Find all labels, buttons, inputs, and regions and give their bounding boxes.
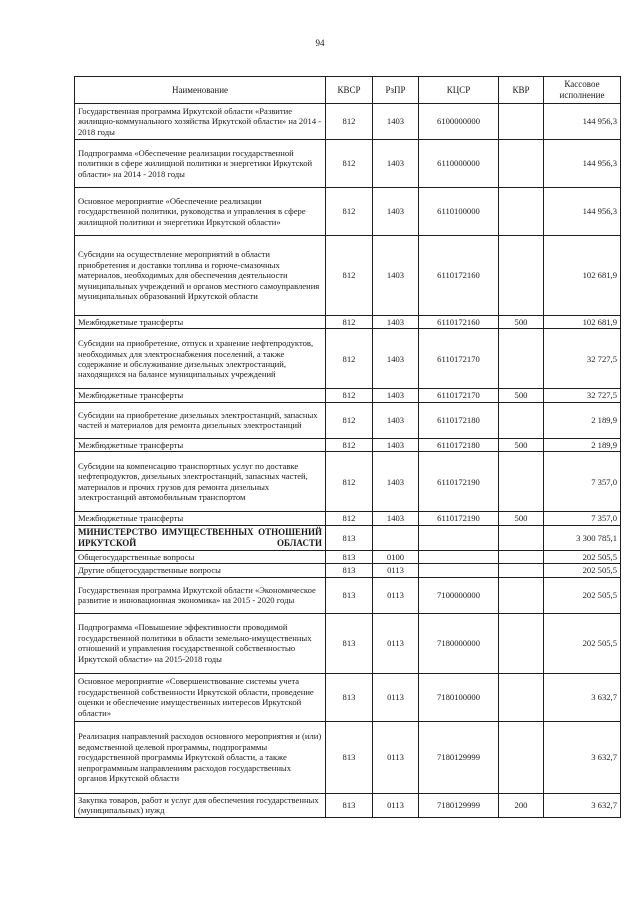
cell-kvr [499, 329, 544, 389]
cell-kvsr: 812 [326, 452, 373, 512]
header-name: Наименование [75, 77, 326, 104]
table-row [75, 104, 621, 140]
cell-kcsr: 6110172190 [419, 452, 499, 512]
cell-rzpr: 1403 [373, 140, 419, 188]
table-row [75, 402, 621, 438]
cell-name: Субсидии на осуществление мероприятий в области приобретения и доставки топлива и горюче-смазочных материалов, необходимых для обеспечения деятельности муниципальных учреждений и органов местного самоуправления муниципальных образований Иркутской области [75, 236, 326, 316]
table-row [75, 438, 621, 451]
cell-name: Основное мероприятие «Обеспечение реализации государственной политики, руководства и управления в сфере жилищной политики и энергетики Иркутской области» [75, 188, 326, 236]
cell-name: Основное мероприятие «Совершенствование системы учета государственной собственности Иркутской области, проведение оценки и обеспечение имущественных интересов Иркутской области» [75, 673, 326, 721]
cell-kvr [499, 673, 544, 721]
cell-name: Общегосударственные вопросы [75, 550, 326, 563]
header-kcsr: КЦСР [419, 77, 499, 104]
cell-name: МИНИСТЕРСТВО ИМУЩЕСТВЕННЫХ ОТНОШЕНИЙ ИРКУТСКОЙ ОБЛАСТИ [75, 525, 326, 550]
header-rzpr: РзПР [373, 77, 419, 104]
cell-rzpr: 0113 [373, 613, 419, 673]
cell-kvr [499, 188, 544, 236]
cell-kvsr: 812 [326, 438, 373, 451]
cell-amount: 202 505,5 [544, 577, 621, 613]
cell-name: Подпрограмма «Обеспечение реализации государственной политики в сфере жилищной политики и энергетики Иркутской области» на 2014 - 2018 годы [75, 140, 326, 188]
cell-kvsr: 812 [326, 329, 373, 389]
header-amount: Кассовое исполнение [544, 77, 621, 104]
cell-rzpr: 0113 [373, 673, 419, 721]
cell-kvsr: 812 [326, 104, 373, 140]
cell-kvsr: 812 [326, 402, 373, 438]
cell-kcsr: 7180000000 [419, 613, 499, 673]
cell-kvsr: 812 [326, 140, 373, 188]
cell-name: Закупка товаров, работ и услуг для обеспечения государственных (муниципальных) нужд [75, 793, 326, 817]
cell-rzpr [373, 525, 419, 550]
cell-kvr [499, 564, 544, 577]
cell-amount: 32 727,5 [544, 389, 621, 402]
cell-rzpr: 1403 [373, 188, 419, 236]
cell-kcsr: 6110172160 [419, 316, 499, 329]
cell-kcsr: 6110000000 [419, 140, 499, 188]
table-body [75, 104, 621, 818]
cell-amount: 3 632,7 [544, 673, 621, 721]
table-row [75, 613, 621, 673]
cell-rzpr: 1403 [373, 402, 419, 438]
cell-rzpr: 0100 [373, 550, 419, 563]
cell-amount: 202 505,5 [544, 550, 621, 563]
cell-amount: 102 681,9 [544, 236, 621, 316]
cell-name: Подпрограмма «Повышение эффективности проводимой государственной политики в области земельно-имущественных отношений и управления государственной собственностью Иркутской области» на 2015-2018 годы [75, 613, 326, 673]
cell-kvsr: 813 [326, 793, 373, 817]
table-row [75, 525, 621, 550]
cell-kvsr: 813 [326, 673, 373, 721]
cell-kvr [499, 140, 544, 188]
cell-rzpr: 1403 [373, 512, 419, 525]
cell-amount: 3 632,7 [544, 721, 621, 793]
cell-amount: 202 505,5 [544, 613, 621, 673]
cell-kcsr [419, 550, 499, 563]
cell-kcsr: 6110172170 [419, 329, 499, 389]
cell-amount: 144 956,3 [544, 140, 621, 188]
cell-name: Межбюджетные трансферты [75, 438, 326, 451]
cell-rzpr: 1403 [373, 236, 419, 316]
cell-amount: 2 189,9 [544, 438, 621, 451]
cell-rzpr: 0113 [373, 721, 419, 793]
cell-kvr [499, 236, 544, 316]
table-row [75, 316, 621, 329]
header-kvr: КВР [499, 77, 544, 104]
table-row [75, 793, 621, 817]
cell-kvr [499, 402, 544, 438]
cell-kvr: 500 [499, 316, 544, 329]
cell-name: Субсидии на приобретение дизельных электростанций, запасных частей и материалов для ремонта дизельных электростанций [75, 402, 326, 438]
cell-amount: 3 632,7 [544, 793, 621, 817]
table-header-row [75, 77, 621, 104]
cell-rzpr: 0113 [373, 577, 419, 613]
cell-name: Межбюджетные трансферты [75, 316, 326, 329]
cell-kvsr: 813 [326, 613, 373, 673]
cell-kvr: 500 [499, 438, 544, 451]
cell-kvsr: 812 [326, 389, 373, 402]
cell-kvr: 200 [499, 793, 544, 817]
cell-rzpr: 0113 [373, 793, 419, 817]
cell-kvr: 500 [499, 389, 544, 402]
table-row [75, 452, 621, 512]
cell-rzpr: 0113 [373, 564, 419, 577]
cell-kcsr: 7180129999 [419, 721, 499, 793]
cell-kvsr: 813 [326, 577, 373, 613]
cell-kvsr: 812 [326, 188, 373, 236]
cell-kcsr: 6110172180 [419, 438, 499, 451]
cell-kvr [499, 613, 544, 673]
table-row [75, 673, 621, 721]
table-row [75, 188, 621, 236]
cell-kvr [499, 104, 544, 140]
cell-amount: 7 357,0 [544, 512, 621, 525]
table-row [75, 140, 621, 188]
cell-name: Межбюджетные трансферты [75, 389, 326, 402]
cell-amount: 202 505,5 [544, 564, 621, 577]
table-row [75, 550, 621, 563]
cell-kcsr: 7180100000 [419, 673, 499, 721]
cell-name: Реализация направлений расходов основного мероприятия и (или) ведомственной целевой программы, подпрограммы государственной программы Иркутской области, а также непрограммным направлениям расходов государственных органов Иркутской области [75, 721, 326, 793]
page-number: 94 [315, 38, 325, 48]
cell-rzpr: 1403 [373, 389, 419, 402]
cell-kcsr: 6110172160 [419, 236, 499, 316]
cell-kvsr: 812 [326, 316, 373, 329]
header-kvsr: КВСР [326, 77, 373, 104]
table-row [75, 236, 621, 316]
cell-kcsr: 7180129999 [419, 793, 499, 817]
cell-name: Субсидии на компенсацию транспортных услуг по доставке нефтепродуктов, дизельных электростанций, запасных частей, материалов и прочих грузов для ремонта дизельных электростанций автомобильным транспортом [75, 452, 326, 512]
table-row [75, 577, 621, 613]
cell-amount: 3 300 785,1 [544, 525, 621, 550]
cell-kvr [499, 577, 544, 613]
cell-kcsr: 6110172170 [419, 389, 499, 402]
cell-kvr [499, 525, 544, 550]
cell-kvsr: 813 [326, 525, 373, 550]
cell-name: Государственная программа Иркутской области «Развитие жилищно-коммунального хозяйства Иркутской области» на 2014 - 2018 годы [75, 104, 326, 140]
cell-rzpr: 1403 [373, 452, 419, 512]
cell-kvsr: 813 [326, 721, 373, 793]
cell-rzpr: 1403 [373, 104, 419, 140]
cell-name: Государственная программа Иркутской области «Экономическое развитие и инновационная экономика» на 2015 - 2020 годы [75, 577, 326, 613]
table-row [75, 721, 621, 793]
cell-name: Межбюджетные трансферты [75, 512, 326, 525]
cell-kvr [499, 452, 544, 512]
cell-kvsr: 813 [326, 564, 373, 577]
cell-amount: 7 357,0 [544, 452, 621, 512]
cell-kcsr: 7100000000 [419, 577, 499, 613]
cell-kvsr: 812 [326, 512, 373, 525]
cell-kcsr: 6110172190 [419, 512, 499, 525]
cell-name: Субсидии на приобретение, отпуск и хранение нефтепродуктов, необходимых для электроснабжения поселений, а также содержание и обслуживание дизельных электростанций, находящихся на балансе муниципальных учреждений [75, 329, 326, 389]
table-row [75, 389, 621, 402]
cell-amount: 2 189,9 [544, 402, 621, 438]
cell-amount: 102 681,9 [544, 316, 621, 329]
budget-execution-table [74, 76, 621, 818]
cell-name: Другие общегосударственные вопросы [75, 564, 326, 577]
cell-kcsr: 6110172180 [419, 402, 499, 438]
cell-kvsr: 812 [326, 236, 373, 316]
cell-rzpr: 1403 [373, 329, 419, 389]
cell-kvr [499, 721, 544, 793]
cell-kvr: 500 [499, 512, 544, 525]
table-row [75, 564, 621, 577]
cell-kcsr [419, 564, 499, 577]
cell-amount: 144 956,3 [544, 104, 621, 140]
table-row [75, 512, 621, 525]
cell-kcsr: 6110100000 [419, 188, 499, 236]
cell-kvr [499, 550, 544, 563]
cell-amount: 32 727,5 [544, 329, 621, 389]
cell-rzpr: 1403 [373, 316, 419, 329]
cell-amount: 144 956,3 [544, 188, 621, 236]
table-row [75, 329, 621, 389]
cell-kvsr: 813 [326, 550, 373, 563]
cell-rzpr: 1403 [373, 438, 419, 451]
cell-kcsr [419, 525, 499, 550]
cell-kcsr: 6100000000 [419, 104, 499, 140]
